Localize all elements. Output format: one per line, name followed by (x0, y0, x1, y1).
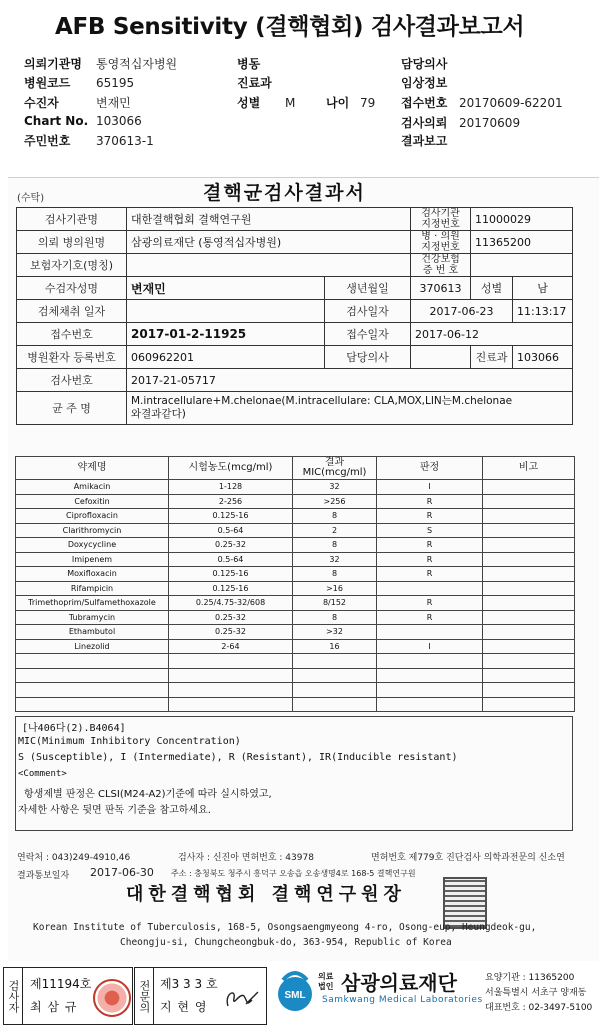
remark (483, 668, 575, 683)
org-code: 요양기관 : 11365200 (485, 973, 575, 983)
mic-value: >256 (293, 494, 377, 509)
insurer-label: 보험자기호(명칭) (17, 254, 127, 277)
dept: 103066 (513, 346, 573, 369)
address-en-2: Cheongju-si, Chungcheongbuk-do, 363-954, Republic of Korea (120, 937, 452, 948)
exam-org-no: 11000029 (471, 208, 573, 231)
interpretation: R (377, 509, 483, 524)
remark (483, 567, 575, 582)
remark (483, 639, 575, 654)
mic-value: 32 (293, 552, 377, 567)
sml-logo-icon (273, 968, 317, 1014)
test-range: 0.25-32 (169, 610, 293, 625)
field-chart-no: Chart No. 103066 (24, 114, 142, 128)
test-range: 2-64 (169, 639, 293, 654)
interpretation: I (377, 639, 483, 654)
specialist-name: 지 현 영 (160, 1000, 208, 1014)
test-range: 0.5-64 (169, 523, 293, 538)
examiner-license: 제11194호 (30, 977, 92, 991)
table-row (16, 654, 575, 669)
mic-value (293, 668, 377, 683)
mic-result-header: 결과 MIC(mcg/ml) (293, 457, 377, 480)
receipt-date-label: 접수일자 (325, 323, 411, 346)
exam-no-label: 검사번호 (17, 369, 127, 392)
drug-name (16, 697, 169, 712)
mic-value (293, 697, 377, 712)
interpretation (377, 581, 483, 596)
note-code: [나406다(2).B4064] (22, 723, 126, 734)
field-patient: 수진자 변재민 (24, 96, 131, 110)
table-row (16, 668, 575, 683)
test-range: 0.25-32 (169, 538, 293, 553)
sex-label: 성별 (471, 277, 513, 300)
exam-time: 11:13:17 (513, 300, 573, 323)
receipt-date: 2017-06-12 (411, 323, 573, 346)
drug-name: Rifampicin (16, 581, 169, 596)
remark (483, 552, 575, 567)
mic-value: 8 (293, 538, 377, 553)
interpretation-header: 판정 (377, 457, 483, 480)
interpretation (377, 668, 483, 683)
exam-date-label: 검사일자 (325, 300, 411, 323)
drug-name (16, 683, 169, 698)
field-sex: 성별 M (237, 96, 296, 110)
req-org-label: 의뢰 병의원명 (17, 231, 127, 254)
drug-name (16, 668, 169, 683)
interpretation: R (377, 552, 483, 567)
field-hosp-code: 병원코드 65195 (24, 76, 135, 90)
exam-date: 2017-06-23 (411, 300, 513, 323)
contact-phone: 연락처 : 043)249-4910,46 (17, 853, 131, 863)
test-range (169, 697, 293, 712)
strain-label: 균 주 명 (17, 392, 127, 425)
interpretation (377, 683, 483, 698)
mic-value: 32 (293, 480, 377, 495)
accession-no: 2017-01-2-11925 (127, 323, 325, 346)
field-dept: 진료과 (237, 76, 272, 90)
field-clinical-info: 임상정보 (401, 76, 448, 90)
exam-org-no-label: 검사기관 지정번호 (411, 208, 471, 231)
report-date: 2017-06-30 (90, 866, 154, 879)
table-row (16, 523, 575, 538)
drug-name: Ciprofloxacin (16, 509, 169, 524)
drug-sensitivity-table (15, 456, 575, 712)
table-row (16, 567, 575, 582)
patient-info-table (16, 207, 573, 425)
exam-org: 대한결핵협회 결핵연구원 (127, 208, 411, 231)
drug-name: Amikacin (16, 480, 169, 495)
remark (483, 683, 575, 698)
table-row (16, 538, 575, 553)
mic-value: 16 (293, 639, 377, 654)
specialist-signature (222, 984, 262, 1012)
notes-box (15, 716, 573, 831)
test-range (169, 683, 293, 698)
table-row (16, 610, 575, 625)
mic-value (293, 654, 377, 669)
strain-name (127, 392, 573, 425)
report-title: AFB Sensitivity (결핵협회) 검사결과보고서 (55, 14, 525, 40)
field-doctor: 담당의사 (401, 57, 448, 71)
institute-name: 대한결핵협회 결핵연구원장 (126, 884, 406, 905)
table-row (16, 494, 575, 509)
interpretation: R (377, 596, 483, 611)
interpretation (377, 654, 483, 669)
insurance-cert (471, 254, 573, 277)
table-row (16, 581, 575, 596)
doctor (411, 346, 471, 369)
remark (483, 596, 575, 611)
note-mic: MIC(Minimum Inhibitory Concentration) (18, 736, 241, 747)
test-range: 0.125-16 (169, 581, 293, 596)
mic-value: 8 (293, 610, 377, 625)
interpretation: R (377, 538, 483, 553)
org-phone: 대표번호 : 02-3497-5100 (485, 1003, 593, 1013)
field-resident-no: 주민번호 370613-1 (24, 134, 154, 148)
interpretation: R (377, 567, 483, 582)
test-range-header: 시험농도(mcg/ml) (169, 457, 293, 480)
table-row (16, 683, 575, 698)
remark (483, 538, 575, 553)
remark (483, 697, 575, 712)
note-comment-1: 항생제별 판정은 CLSI(M24-A2)기준에 따라 실시하였고, (24, 789, 272, 800)
drug-name: Doxycycline (16, 538, 169, 553)
req-org-no-label: 병 · 의원 지정번호 (411, 231, 471, 254)
interpretation: S (377, 523, 483, 538)
table-row (16, 480, 575, 495)
examiner-name: 최 삼 규 (30, 1000, 78, 1014)
name-label: 수검자성명 (17, 277, 127, 300)
remark (483, 625, 575, 640)
doctor-label: 담당의사 (325, 346, 411, 369)
table-row (16, 625, 575, 640)
remark (483, 654, 575, 669)
test-range: 0.25/4.75-32/608 (169, 596, 293, 611)
remark (483, 523, 575, 538)
remark (483, 581, 575, 596)
interpretation: R (377, 610, 483, 625)
test-range: 0.25-32 (169, 625, 293, 640)
exam-no: 2017-21-05717 (127, 369, 573, 392)
examiner-col-label: 검사자 (3, 967, 23, 1025)
address-en-1: Korean Institute of Tuberculosis, 168-5, Osongsaengmyeong 4-ro, Osong-eup, Heungdeok-gu, (33, 922, 537, 933)
drug-name: Ethambutol (16, 625, 169, 640)
table-row (16, 639, 575, 654)
mic-value: 2 (293, 523, 377, 538)
test-range: 0.125-16 (169, 567, 293, 582)
drug-name: Linezolid (16, 639, 169, 654)
org-name: 삼광의료재단 (341, 971, 457, 995)
insurance-cert-label: 건강보험 증 번 호 (411, 254, 471, 277)
req-org: 삼광의료재단 (통영적십자병원) (127, 231, 411, 254)
interpretation: I (377, 480, 483, 495)
consignment-label: (수탁) (17, 193, 45, 204)
field-ward: 병동 (237, 57, 261, 71)
test-range (169, 654, 293, 669)
remark (483, 494, 575, 509)
mic-value: 8/152 (293, 596, 377, 611)
table-row (16, 697, 575, 712)
sex: 남 (513, 277, 573, 300)
remark (483, 610, 575, 625)
license-info: 면허번호 제779호 진단검사 의학과전문의 신소연 (371, 853, 565, 863)
scan-title: 결핵균검사결과서 (203, 182, 366, 204)
note-comment-label: <Comment> (18, 769, 67, 779)
dept-label: 진료과 (471, 346, 513, 369)
collect-date (127, 300, 325, 323)
address-kr: 주소 : 충청북도 청주시 흥덕구 오송읍 오송생명4로 168-5 결핵연구원 (171, 869, 416, 878)
report-date-label: 결과통보일자 (17, 871, 70, 881)
remark (483, 480, 575, 495)
table-row (16, 509, 575, 524)
table-row (16, 552, 575, 567)
strain-line-1: M.intracellulare+M.chelonae(M.intracellulare: CLA,MOX,LIN는M.chelonae (131, 395, 513, 407)
mic-value: 8 (293, 567, 377, 582)
specialist-license: 제3 3 3 호 (160, 977, 218, 991)
accession-label: 접수번호 (17, 323, 127, 346)
patient-name: 변재민 (127, 277, 325, 300)
test-range: 0.5-64 (169, 552, 293, 567)
note-comment-2: 자세한 사항은 뒷면 판독 기준을 참고하세요. (18, 805, 211, 816)
examiner: 검사자 : 신진아 면허번호 : 43978 (178, 853, 314, 863)
examiner-stamp (93, 979, 131, 1017)
mic-value: >32 (293, 625, 377, 640)
mic-value: 8 (293, 509, 377, 524)
specialist-col-label: 전문의 (134, 967, 154, 1025)
strain-line-2: 와결과같다) (131, 408, 186, 420)
note-legend: S (Susceptible), I (Intermediate), R (Resistant), IR(Inducible resistant) (18, 752, 458, 763)
drug-name: Clarithromycin (16, 523, 169, 538)
patient-no-label: 병원환자 등록번호 (17, 346, 127, 369)
field-req-org: 의뢰기관명 통영적십자병원 (24, 57, 178, 71)
drug-name: Imipenem (16, 552, 169, 567)
org-name-en: Samkwang Medical Laboratories (322, 995, 483, 1005)
mic-value: >16 (293, 581, 377, 596)
insurer (127, 254, 411, 277)
remarks-header: 비고 (483, 457, 575, 480)
drug-name: Tubramycin (16, 610, 169, 625)
table-row (16, 596, 575, 611)
test-range: 2-256 (169, 494, 293, 509)
drug-name: Cefoxitin (16, 494, 169, 509)
interpretation (377, 697, 483, 712)
drug-name: Moxifloxacin (16, 567, 169, 582)
drug-name-header: 약제명 (16, 457, 169, 480)
exam-org-label: 검사기관명 (17, 208, 127, 231)
interpretation (377, 625, 483, 640)
test-range: 0.125-16 (169, 509, 293, 524)
field-result-report: 결과보고 (401, 134, 448, 148)
dob: 370613 (411, 277, 471, 300)
drug-name (16, 654, 169, 669)
test-range (169, 668, 293, 683)
test-range: 1-128 (169, 480, 293, 495)
remark (483, 509, 575, 524)
req-org-no: 11365200 (471, 231, 573, 254)
org-address: 서울특별시 서초구 양재동 (485, 988, 587, 998)
drug-name: Trimethoprim/Sulfamethoxazole (16, 596, 169, 611)
collect-label: 검체채취 일자 (17, 300, 127, 323)
field-receipt-no: 접수번호 20170609-62201 (401, 96, 563, 110)
mic-value (293, 683, 377, 698)
field-request-date: 검사의뢰 20170609 (401, 116, 521, 130)
org-type: 의료 법인 (318, 972, 334, 991)
dob-label: 생년월일 (325, 277, 411, 300)
svg-text:SML: SML (284, 990, 306, 1001)
interpretation: R (377, 494, 483, 509)
field-age: 나이 79 (326, 96, 376, 110)
patient-no: 060962201 (127, 346, 325, 369)
